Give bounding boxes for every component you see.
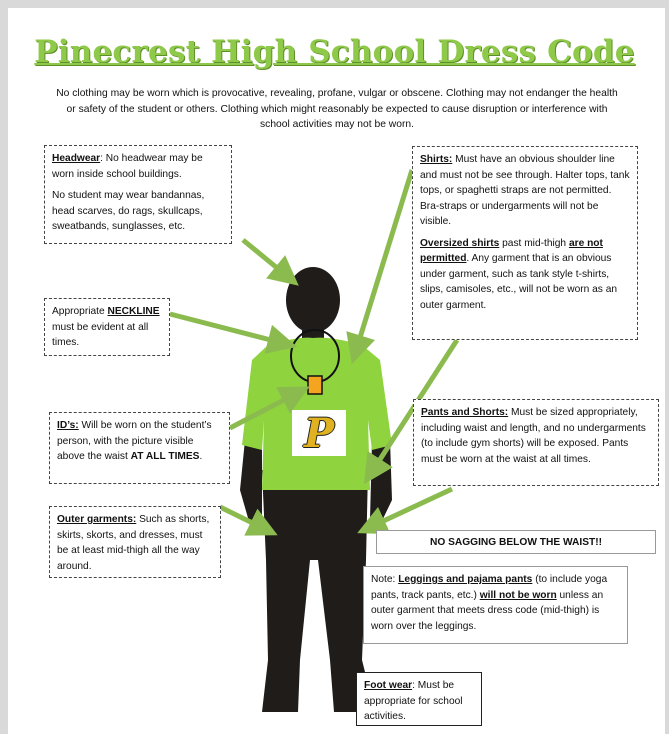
footwear-box <box>356 672 482 726</box>
neckline-box <box>44 298 170 356</box>
school-logo: P <box>292 410 346 456</box>
oversized-bold: are not permitted <box>420 237 603 264</box>
arrow-neckline <box>170 314 290 345</box>
pants-box <box>413 399 659 486</box>
headwear-text2: No student may wear bandannas, head scarves, do rags, skullcaps, sweatbands, sunglasses, etc. <box>52 190 205 232</box>
headwear-box <box>44 145 232 244</box>
leggings-box <box>363 566 628 644</box>
sagging-text: NO SAGGING BELOW THE WAIST!! <box>429 537 603 548</box>
arrow-shirts <box>354 170 412 357</box>
arrow-headwear <box>243 240 293 281</box>
ids-box <box>49 412 230 484</box>
ids-bold: AT ALL TIMES <box>130 451 200 462</box>
oversized-text-a: past mid-thigh <box>499 237 569 249</box>
sagging-banner <box>376 530 656 554</box>
intro-paragraph: No clothing may be worn which is provocative, revealing, profane, vulgar or obscene. Clothing may not endanger the health or safety of the student or others. Clothing which might reasonably be expected to cause disruption or interference with school activities may not be worn. <box>56 88 618 130</box>
neckline-heading: NECKLINE <box>107 306 160 317</box>
oversized-heading: Oversized shirts <box>420 237 500 249</box>
outer-garments-box <box>49 506 221 578</box>
leggings-post: unless an outer garment that meets dress code (mid-thigh) is worn over the leggings. <box>371 589 604 632</box>
arrow-outer <box>220 507 271 532</box>
leggings-pre: Note: <box>371 574 399 585</box>
shirts-heading: Shirts: <box>420 154 453 165</box>
page-title: Pinecrest High School Dress Code <box>34 34 635 70</box>
id-badge <box>308 376 322 394</box>
headwear-heading: Headwear <box>52 153 101 164</box>
leggings-heading: Leggings and pajama pants <box>398 574 533 585</box>
pants-text: Must be sized appropriately, including waist and length, and no undergarments (to include gym shorts) will be exposed. Pants must be worn at the waist at all times. <box>421 407 646 465</box>
headwear-text: : No headwear may be worn inside school buildings. <box>52 153 203 180</box>
ids-end: . <box>199 451 203 462</box>
neckline-post: must be evident at all times. <box>52 321 149 348</box>
outer-heading: Outer garments: <box>57 514 137 525</box>
neckline-pre: Appropriate <box>52 306 108 317</box>
outer-text: Such as shorts, skirts, skorts, and dresses, must be at least mid-thigh all the way around. <box>57 514 210 572</box>
footwear-heading: Foot wear <box>364 680 413 691</box>
shirts-text: Must have an obvious shoulder line and must not be see through. Halter tops, tank tops, or spaghetti straps are not permitted. Bra-straps or undergarments will not be visible. <box>420 154 630 227</box>
leggings-mid: (to include yoga pants, track pants, etc.) <box>371 574 608 601</box>
footwear-text: : Must be appropriate for school activities. <box>364 680 463 722</box>
shirts-box <box>412 146 638 340</box>
oversized-text-b: . Any garment that is an obvious under garment, such as tank style t-shirts, slips, camisoles, etc., will not be worn as an outer garment. <box>420 253 618 311</box>
leggings-bold: will not be worn <box>479 589 557 601</box>
ids-heading: ID’s: <box>57 420 79 431</box>
ids-text: Will be worn on the student’s person, with the picture visible above the waist <box>57 420 212 462</box>
pants-heading: Pants and Shorts: <box>421 407 509 418</box>
